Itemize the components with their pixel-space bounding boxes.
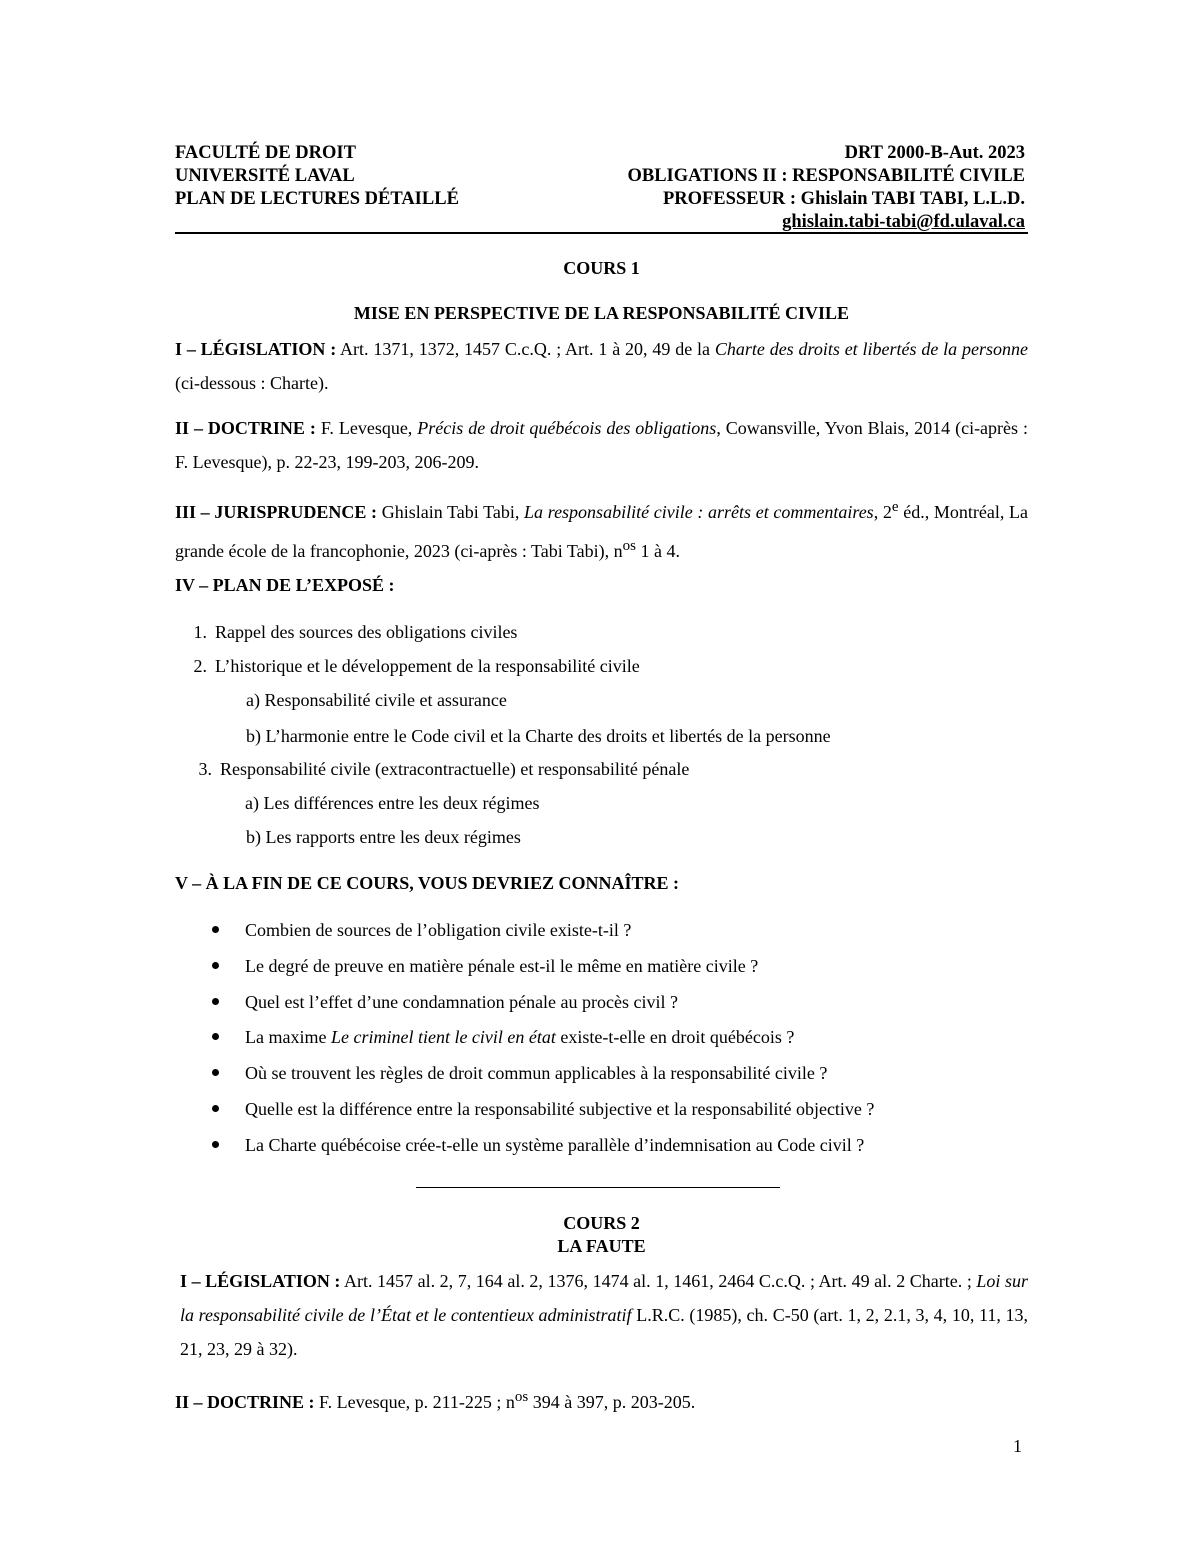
doctrine-text: F. Levesque, p. 211-225 ; n — [314, 1392, 515, 1412]
list-item: La maxime Le criminel tient le civil en état existe-t-elle en droit québécois ? — [175, 1027, 794, 1048]
cours1-subtitle: MISE EN PERSPECTIVE DE LA RESPONSABILITÉ CIVILE — [353, 303, 850, 323]
section-divider — [416, 1187, 780, 1188]
university-name: UNIVERSITÉ LAVAL — [175, 166, 355, 186]
bullet-icon — [209, 1065, 223, 1079]
doctrine-italic: Précis de droit québécois des obligations — [417, 418, 717, 438]
list-item: Combien de sources de l’obligation civile existe-t-il ? — [175, 920, 631, 941]
list-item: a) Responsabilité civile et assurance — [246, 690, 507, 710]
doctrine-text-end: 394 à 397, p. 203-205. — [528, 1392, 696, 1412]
jurisprudence-label: III – JURISPRUDENCE : — [175, 502, 378, 522]
cours2-subtitle: LA FAUTE — [557, 1236, 646, 1256]
list-item: 3. Responsabilité civile (extracontractuelle) et responsabilité pénale — [198, 759, 690, 779]
cours1-plan-heading — [175, 575, 1028, 596]
jurisprudence-text-4: 1 à 4. — [635, 541, 680, 561]
bullet-icon — [209, 958, 223, 972]
list-item: b) L’harmonie entre le Code civil et la Charte des droits et libertés de la personne — [246, 726, 831, 746]
list-item: 1. Rappel des sources des obligations civiles — [193, 622, 518, 642]
list-item: 2. L’historique et le développement de la responsabilité civile — [193, 656, 640, 676]
jurisprudence-italic: La responsabilité civile : arrêts et commentaires — [524, 502, 874, 522]
legislation-text: Art. 1371, 1372, 1457 C.c.Q. ; Art. 1 à 20, 49 de la — [336, 339, 715, 359]
header-divider — [175, 232, 1028, 234]
bullet-icon — [209, 1101, 223, 1115]
legislation-text-end: (ci-dessous : Charte). — [175, 373, 329, 393]
professor-name: PROFESSEUR : Ghislain TABI TABI, L.L.D. — [662, 189, 1025, 209]
list-item: b) Les rapports entre les deux régimes — [246, 827, 521, 847]
doctrine-text: F. Levesque, — [315, 418, 418, 438]
doctrine-text-end: , Cowansville, Yvon Blais, 2014 (ci-après : F. Levesque), p. 22-23, 199-203, 206-209. — [175, 418, 1028, 472]
document-type: PLAN DE LECTURES DÉTAILLÉ — [175, 189, 459, 209]
plan-label: IV – PLAN DE L’EXPOSÉ : — [175, 575, 395, 595]
cours1-fin-heading — [175, 873, 1028, 894]
fin-label: V – À LA FIN DE CE COURS, VOUS DEVRIEZ CONNAÎTRE : — [175, 873, 680, 893]
list-item: a) Les différences entre les deux régimes — [245, 793, 540, 813]
faculty-name: FACULTÉ DE DROIT — [175, 143, 356, 163]
jurisprudence-text-2: , 2 — [873, 502, 892, 522]
list-item: Où se trouvent les règles de droit commun applicables à la responsabilité civile ? — [175, 1063, 827, 1084]
bullet-icon — [209, 1137, 223, 1151]
bullet-icon — [209, 994, 223, 1008]
list-item: Le degré de preuve en matière pénale est-il le même en matière civile ? — [175, 956, 758, 977]
course-title: OBLIGATIONS II : RESPONSABILITÉ CIVILE — [627, 166, 1025, 186]
cours1-legislation — [175, 332, 1028, 400]
professor-email-link[interactable]: ghislain.tabi-tabi@fd.ulaval.ca — [782, 212, 1025, 232]
legislation-italic: Loi sur la responsabilité civile de l’État et le contentieux administratif — [180, 1271, 1028, 1325]
bullet-icon — [209, 1029, 223, 1043]
doctrine-label: II – DOCTRINE : — [175, 418, 316, 438]
bullet-icon — [209, 922, 223, 936]
document-header — [175, 142, 1025, 234]
cours1-jurisprudence — [175, 490, 1028, 568]
page-number: 1 — [1013, 1436, 1022, 1456]
course-code: DRT 2000-B-Aut. 2023 — [844, 143, 1025, 163]
edition-superscript: e — [891, 499, 899, 515]
list-item: Quel est l’effet d’une condamnation pénale au procès civil ? — [175, 992, 678, 1013]
legislation-label: I – LÉGISLATION : — [180, 1271, 341, 1291]
jurisprudence-text-3: éd., Montréal, La grande école de la francophonie, 2023 (ci-après : Tabi Tabi), n — [175, 502, 1028, 561]
cours2-legislation — [180, 1264, 1028, 1366]
cours2-doctrine — [175, 1380, 1028, 1419]
numeros-superscript: os — [514, 1389, 529, 1405]
cours2-title: COURS 2 — [563, 1213, 640, 1233]
legislation-text-end: L.R.C. (1985), ch. C-50 (art. 1, 2, 2.1, 3, 4, 10, 11, 13, 21, 23, 29 à 32). — [180, 1305, 1028, 1359]
jurisprudence-text: Ghislain Tabi Tabi, — [377, 502, 525, 522]
legislation-text: Art. 1457 al. 2, 7, 164 al. 2, 1376, 1474 al. 1, 1461, 2464 C.c.Q. ; Art. 49 al. 2 Charte. ; — [340, 1271, 977, 1291]
list-item: Quelle est la différence entre la responsabilité subjective et la responsabilité objective ? — [175, 1099, 874, 1120]
numeros-superscript: os — [622, 538, 636, 554]
cours1-doctrine — [175, 411, 1028, 479]
list-item: La Charte québécoise crée-t-elle un système parallèle d’indemnisation au Code civil ? — [175, 1135, 864, 1156]
legislation-italic: Charte des droits et libertés de la personne — [714, 339, 1028, 359]
cours1-title: COURS 1 — [563, 258, 640, 278]
doctrine-label: II – DOCTRINE : — [175, 1392, 315, 1412]
legislation-label: I – LÉGISLATION : — [175, 339, 337, 359]
